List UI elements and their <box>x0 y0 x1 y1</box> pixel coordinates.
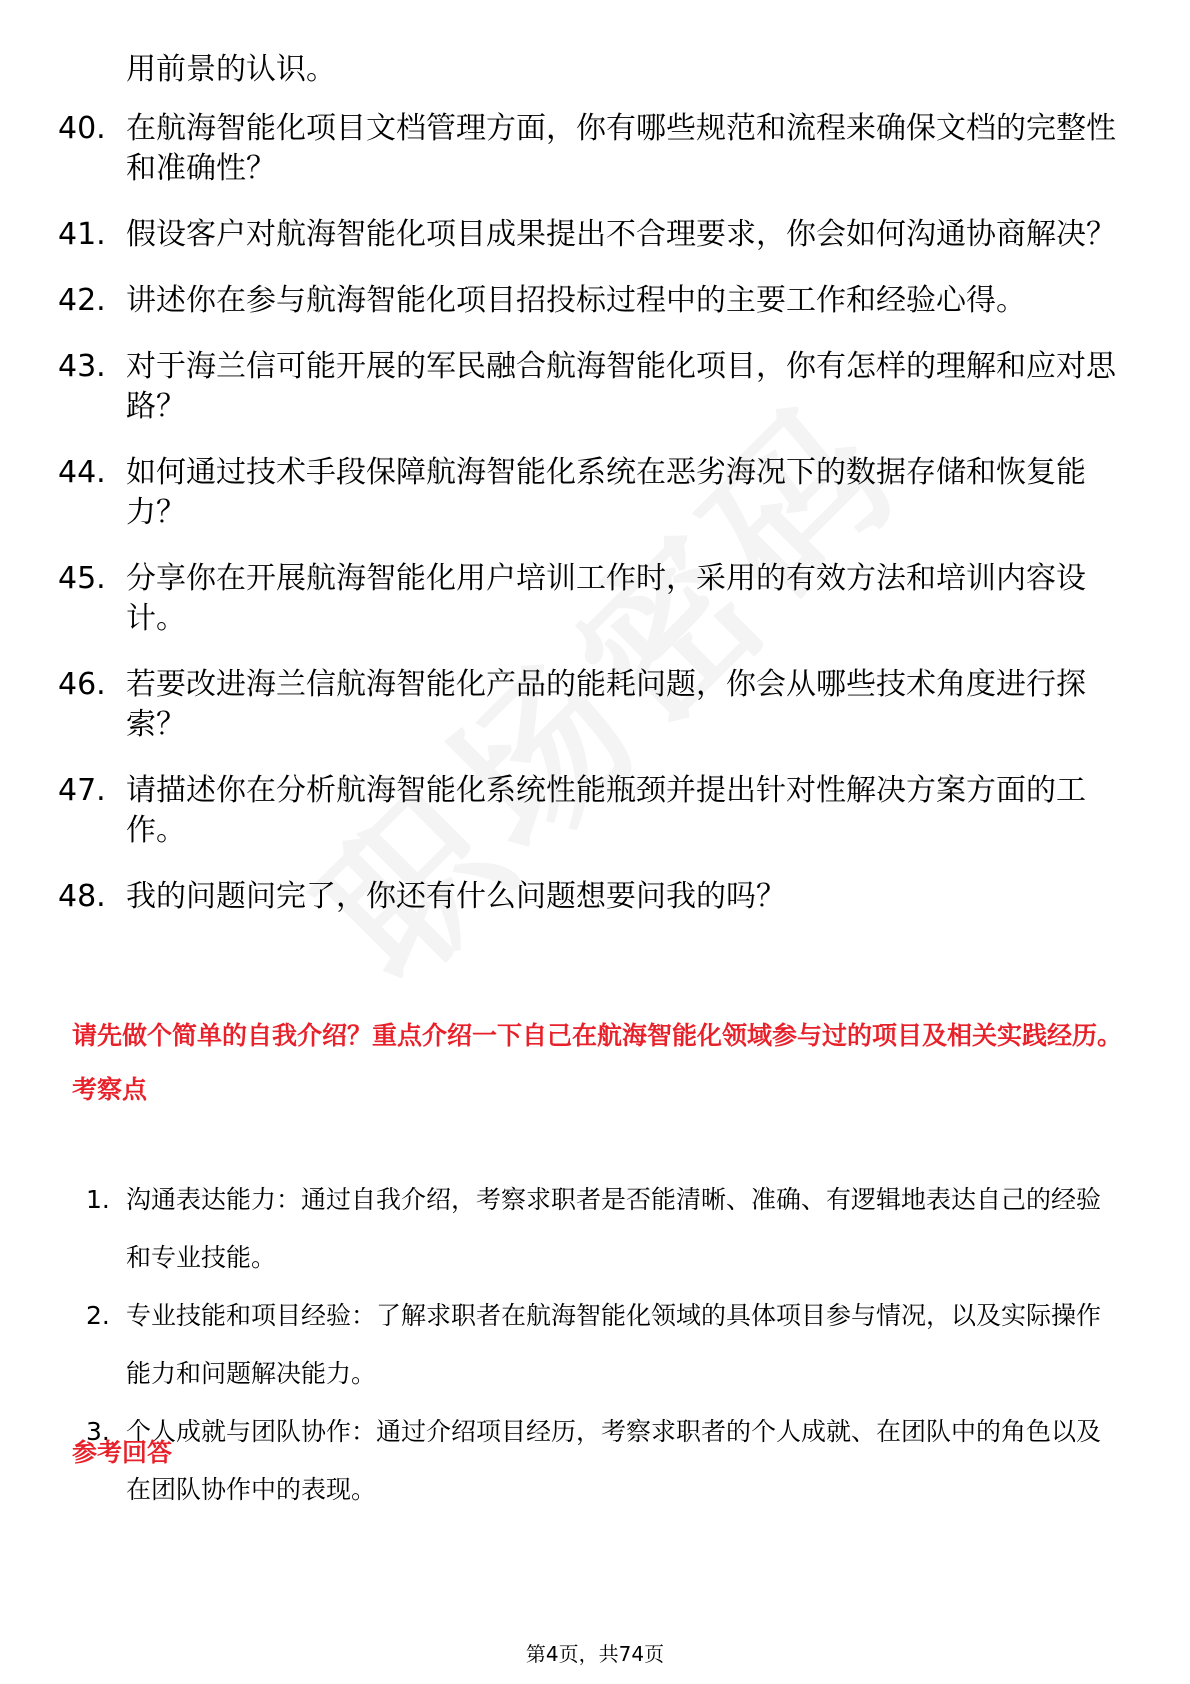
question-number: 47. <box>58 773 106 808</box>
point-number: 2. <box>86 1301 110 1330</box>
question-text: 若要改进海兰信航海智能化产品的能耗问题，你会从哪些技术角度进行探索？ <box>126 667 1086 742</box>
question-text: 在航海智能化项目文档管理方面，你有哪些规范和流程来确保文档的完整性和准确性？ <box>126 111 1116 186</box>
continuation-text: 用前景的认识。 <box>126 52 336 87</box>
question-number: 43. <box>58 349 106 384</box>
question-text: 分享你在开展航海智能化用户培训工作时，采用的有效方法和培训内容设计。 <box>126 561 1086 636</box>
question-item <box>58 665 1118 745</box>
answer-title: 参考回答 <box>72 1438 173 1467</box>
question-item <box>58 109 1118 189</box>
question-text: 讲述你在参与航海智能化项目招投标过程中的主要工作和经验心得。 <box>126 283 1026 318</box>
point-text: 沟通表达能力：通过自我介绍，考察求职者是否能清晰、准确、有逻辑地表达自己的经验和专业技能。 <box>126 1185 1102 1272</box>
question-item <box>58 559 1118 639</box>
question-item <box>58 215 1118 255</box>
question-text: 对于海兰信可能开展的军民融合航海智能化项目，你有怎样的理解和应对思路？ <box>126 349 1116 424</box>
question-text: 我的问题问完了，你还有什么问题想要问我的吗？ <box>126 879 786 914</box>
question-item <box>58 347 1118 427</box>
kaocha-title <box>72 1035 148 1104</box>
point-number: 3. <box>86 1417 110 1446</box>
question-number: 44. <box>58 455 106 490</box>
point-number: 1. <box>86 1185 110 1214</box>
question-number: 40. <box>58 111 106 146</box>
question-number: 41. <box>58 217 106 252</box>
question-text: 假设客户对航海智能化项目成果提出不合理要求，你会如何沟通协商解决？ <box>126 217 1116 252</box>
question-number: 42. <box>58 283 106 318</box>
points-list <box>86 1171 1116 1519</box>
question-text: 请描述你在分析航海智能化系统性能瓶颈并提出针对性解决方案方面的工作。 <box>126 773 1086 848</box>
question-number: 46. <box>58 667 106 702</box>
point-text: 个人成就与团队协作：通过介绍项目经历，考察求职者的个人成就、在团队中的角色以及在团队协作中的表现。 <box>126 1417 1102 1504</box>
kaocha-point <box>86 1403 1116 1519</box>
point-text: 专业技能和项目经验：了解求职者在航海智能化领域的具体项目参与情况，以及实际操作能力和问题解决能力。 <box>126 1301 1102 1388</box>
question-item <box>58 877 1118 917</box>
kaocha-point <box>86 1171 1116 1287</box>
question-item <box>58 281 1118 321</box>
question-item <box>58 771 1118 851</box>
kaocha-point <box>86 1287 1116 1403</box>
question-list <box>58 109 1118 943</box>
question-text: 如何通过技术手段保障航海智能化系统在恶劣海况下的数据存储和恢复能力？ <box>126 455 1086 530</box>
kaocha-title-text: 考察点 <box>72 1075 148 1104</box>
question-number: 48. <box>58 879 106 914</box>
page-footer: 第4页，共74页 <box>525 1642 665 1666</box>
section-heading: 请先做个简单的自我介绍？重点介绍一下自己在航海智能化领域参与过的项目及相关实践经历。 <box>72 1021 1123 1050</box>
question-item <box>58 453 1118 533</box>
question-number: 45. <box>58 561 106 596</box>
